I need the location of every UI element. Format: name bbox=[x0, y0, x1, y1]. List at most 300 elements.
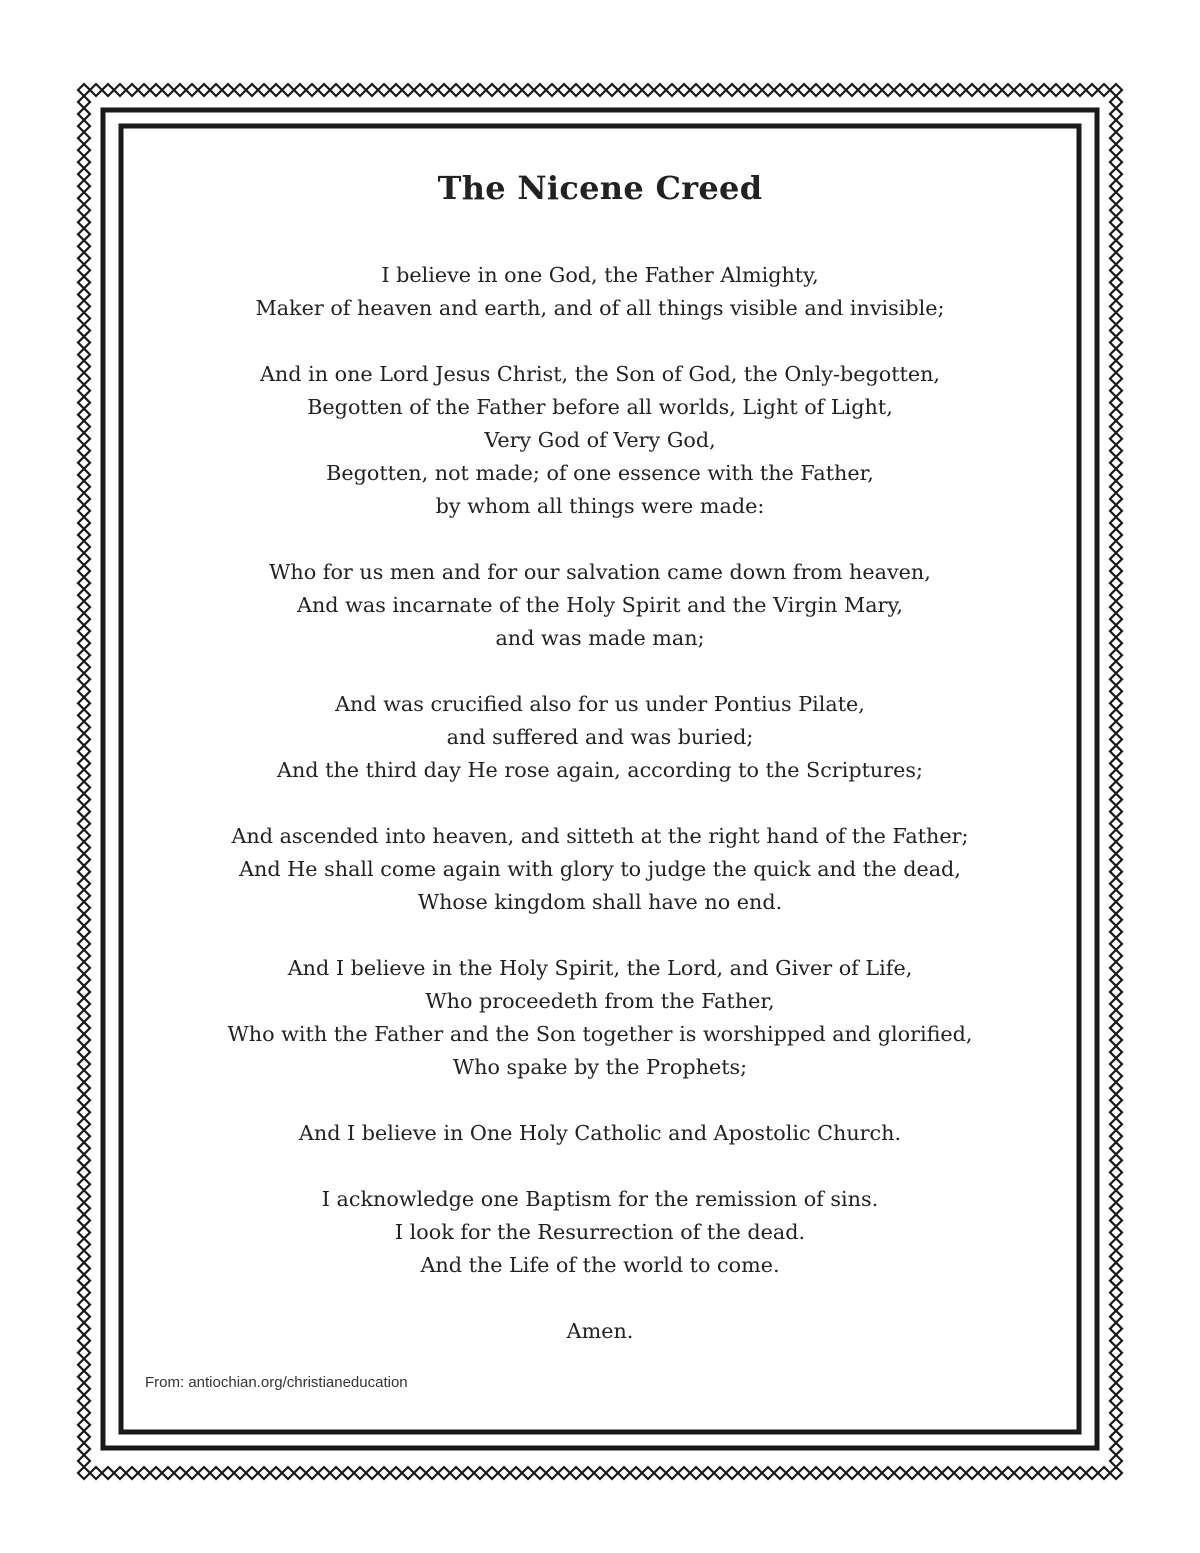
border-diamond bbox=[78, 1251, 90, 1263]
source-credit: From: antiochian.org/christianeducation bbox=[145, 1374, 408, 1391]
border-diamond bbox=[78, 962, 90, 974]
border-diamond bbox=[78, 481, 90, 493]
border-diamond bbox=[1110, 120, 1122, 132]
border-diamond bbox=[1110, 1034, 1122, 1046]
border-diamond bbox=[150, 1467, 162, 1479]
border-diamond bbox=[1110, 625, 1122, 637]
creed-page bbox=[122, 127, 1078, 1431]
border-diamond bbox=[1110, 962, 1122, 974]
border-diamond bbox=[822, 84, 834, 96]
border-diamond bbox=[450, 1467, 462, 1479]
border-diamond bbox=[1110, 300, 1122, 312]
border-diamond bbox=[822, 1467, 834, 1479]
border-diamond bbox=[1110, 204, 1122, 216]
border-diamond bbox=[306, 1467, 318, 1479]
border-diamond bbox=[330, 1467, 342, 1479]
border-diamond bbox=[930, 84, 942, 96]
border-diamond bbox=[1110, 661, 1122, 673]
border-diamond bbox=[78, 312, 90, 324]
border-diamond bbox=[1110, 1118, 1122, 1130]
border-diamond bbox=[798, 1467, 810, 1479]
border-diamond bbox=[1110, 601, 1122, 613]
border-diamond bbox=[546, 1467, 558, 1479]
border-diamond bbox=[594, 84, 606, 96]
border-diamond bbox=[1110, 481, 1122, 493]
border-diamond bbox=[1110, 1455, 1122, 1467]
border-diamond bbox=[678, 1467, 690, 1479]
border-diamond bbox=[78, 493, 90, 505]
border-diamond bbox=[1098, 1467, 1110, 1479]
border-diamond bbox=[366, 84, 378, 96]
border-diamond bbox=[78, 156, 90, 168]
creed-stanza bbox=[122, 358, 1078, 523]
border-diamond bbox=[594, 1467, 606, 1479]
border-diamond bbox=[78, 1443, 90, 1455]
border-diamond bbox=[966, 84, 978, 96]
border-diamond bbox=[954, 84, 966, 96]
border-diamond bbox=[498, 84, 510, 96]
border-diamond bbox=[78, 1347, 90, 1359]
border-diamond bbox=[1110, 264, 1122, 276]
border-diamond bbox=[78, 794, 90, 806]
creed-line: And the third day He rose again, according to the Scriptures; bbox=[277, 758, 923, 782]
border-diamond bbox=[882, 1467, 894, 1479]
border-diamond bbox=[78, 361, 90, 373]
border-diamond bbox=[1110, 926, 1122, 938]
border-diamond bbox=[1110, 1443, 1122, 1455]
border-diamond bbox=[714, 1467, 726, 1479]
border-diamond bbox=[858, 1467, 870, 1479]
border-diamond bbox=[222, 1467, 234, 1479]
border-diamond bbox=[1110, 108, 1122, 120]
border-diamond bbox=[78, 637, 90, 649]
border-diamond bbox=[402, 84, 414, 96]
border-diamond bbox=[1086, 1467, 1098, 1479]
border-diamond bbox=[786, 1467, 798, 1479]
border-diamond bbox=[1110, 180, 1122, 192]
border-diamond bbox=[162, 84, 174, 96]
border-diamond bbox=[78, 685, 90, 697]
border-diamond bbox=[1062, 1467, 1074, 1479]
border-diamond bbox=[762, 84, 774, 96]
border-diamond bbox=[1110, 842, 1122, 854]
border-diamond bbox=[918, 1467, 930, 1479]
border-diamond bbox=[78, 168, 90, 180]
creed-line: And I believe in One Holy Catholic and Apostolic Church. bbox=[298, 1121, 902, 1145]
border-diamond bbox=[1110, 433, 1122, 445]
border-diamond bbox=[78, 1118, 90, 1130]
border-diamond bbox=[510, 1467, 522, 1479]
border-diamond bbox=[522, 1467, 534, 1479]
border-diamond bbox=[1110, 276, 1122, 288]
border-diamond bbox=[630, 84, 642, 96]
border-diamond bbox=[1014, 84, 1026, 96]
border-diamond bbox=[138, 1467, 150, 1479]
border-diamond bbox=[1026, 84, 1038, 96]
creed-line: Who with the Father and the Son together is worshipped and glorified, bbox=[227, 1022, 973, 1046]
border-diamond bbox=[1110, 541, 1122, 553]
border-diamond bbox=[726, 1467, 738, 1479]
border-diamond bbox=[462, 1467, 474, 1479]
border-diamond bbox=[882, 84, 894, 96]
border-diamond bbox=[558, 1467, 570, 1479]
border-diamond bbox=[1110, 902, 1122, 914]
border-diamond bbox=[78, 1263, 90, 1275]
border-diamond bbox=[78, 337, 90, 349]
border-diamond bbox=[654, 1467, 666, 1479]
border-diamond bbox=[1110, 156, 1122, 168]
border-diamond bbox=[78, 216, 90, 228]
border-diamond bbox=[1110, 361, 1122, 373]
border-diamond bbox=[78, 854, 90, 866]
border-diamond bbox=[450, 84, 462, 96]
border-diamond bbox=[558, 84, 570, 96]
border-diamond bbox=[78, 192, 90, 204]
border-diamond bbox=[1110, 1419, 1122, 1431]
border-diamond bbox=[1074, 84, 1086, 96]
creed-line: Amen. bbox=[566, 1319, 634, 1343]
border-diamond bbox=[1110, 1190, 1122, 1202]
border-diamond bbox=[870, 84, 882, 96]
border-diamond bbox=[1110, 252, 1122, 264]
border-diamond bbox=[1110, 1323, 1122, 1335]
border-diamond bbox=[78, 1419, 90, 1431]
border-diamond bbox=[78, 1239, 90, 1251]
border-diamond bbox=[1110, 709, 1122, 721]
border-diamond bbox=[426, 1467, 438, 1479]
border-diamond bbox=[1110, 866, 1122, 878]
border-diamond bbox=[642, 1467, 654, 1479]
border-diamond bbox=[78, 1467, 90, 1479]
border-diamond bbox=[1002, 1467, 1014, 1479]
creed-stanza bbox=[122, 952, 1078, 1084]
border-diamond bbox=[78, 577, 90, 589]
border-diamond bbox=[78, 842, 90, 854]
border-diamond bbox=[1086, 84, 1098, 96]
border-diamond bbox=[78, 1359, 90, 1371]
creed-line: Who proceedeth from the Father, bbox=[425, 989, 775, 1013]
border-diamond bbox=[930, 1467, 942, 1479]
border-diamond bbox=[102, 84, 114, 96]
creed-line: Who spake by the Prophets; bbox=[452, 1055, 748, 1079]
border-diamond bbox=[1110, 794, 1122, 806]
border-diamond bbox=[174, 84, 186, 96]
border-diamond bbox=[918, 84, 930, 96]
border-diamond bbox=[234, 1467, 246, 1479]
border-diamond bbox=[78, 1130, 90, 1142]
border-diamond bbox=[1110, 96, 1122, 108]
border-diamond bbox=[1110, 986, 1122, 998]
creed-line: Whose kingdom shall have no end. bbox=[417, 890, 783, 914]
border-diamond bbox=[1110, 1154, 1122, 1166]
border-diamond bbox=[78, 445, 90, 457]
border-diamond bbox=[90, 84, 102, 96]
border-diamond bbox=[258, 84, 270, 96]
border-diamond bbox=[1110, 1166, 1122, 1178]
border-diamond bbox=[78, 733, 90, 745]
border-diamond bbox=[78, 673, 90, 685]
border-diamond bbox=[1110, 1082, 1122, 1094]
border-diamond bbox=[1110, 1275, 1122, 1287]
border-diamond bbox=[702, 1467, 714, 1479]
border-diamond bbox=[234, 84, 246, 96]
border-diamond bbox=[138, 84, 150, 96]
border-diamond bbox=[78, 132, 90, 144]
creed-text bbox=[122, 259, 1078, 1381]
border-diamond bbox=[78, 745, 90, 757]
border-diamond bbox=[1110, 878, 1122, 890]
creed-stanza bbox=[122, 688, 1078, 787]
border-diamond bbox=[1110, 1106, 1122, 1118]
border-diamond bbox=[270, 1467, 282, 1479]
border-diamond bbox=[78, 661, 90, 673]
creed-line: And I believe in the Holy Spirit, the Lord, and Giver of Life, bbox=[287, 956, 913, 980]
border-diamond bbox=[438, 84, 450, 96]
border-diamond bbox=[1110, 493, 1122, 505]
border-diamond bbox=[78, 228, 90, 240]
creed-line: Begotten of the Father before all worlds, Light of Light, bbox=[307, 395, 893, 419]
border-diamond bbox=[114, 1467, 126, 1479]
border-diamond bbox=[78, 108, 90, 120]
border-diamond bbox=[522, 84, 534, 96]
border-diamond bbox=[666, 1467, 678, 1479]
border-diamond bbox=[78, 1299, 90, 1311]
border-diamond bbox=[78, 96, 90, 108]
border-diamond bbox=[78, 938, 90, 950]
border-diamond bbox=[1014, 1467, 1026, 1479]
border-diamond bbox=[978, 1467, 990, 1479]
border-diamond bbox=[1026, 1467, 1038, 1479]
border-diamond bbox=[78, 1383, 90, 1395]
border-diamond bbox=[78, 553, 90, 565]
border-diamond bbox=[774, 1467, 786, 1479]
border-diamond bbox=[1110, 673, 1122, 685]
border-diamond bbox=[1110, 806, 1122, 818]
border-diamond bbox=[330, 84, 342, 96]
border-diamond bbox=[162, 1467, 174, 1479]
border-diamond bbox=[78, 84, 90, 96]
border-diamond bbox=[678, 84, 690, 96]
border-diamond bbox=[690, 1467, 702, 1479]
border-diamond bbox=[1110, 854, 1122, 866]
border-diamond bbox=[1110, 228, 1122, 240]
border-diamond bbox=[186, 84, 198, 96]
border-diamond bbox=[78, 409, 90, 421]
border-diamond bbox=[78, 1431, 90, 1443]
border-diamond bbox=[582, 1467, 594, 1479]
border-diamond bbox=[510, 84, 522, 96]
creed-line: Very God of Very God, bbox=[484, 428, 716, 452]
border-diamond bbox=[606, 1467, 618, 1479]
border-diamond bbox=[78, 397, 90, 409]
creed-line: Who for us men and for our salvation came down from heaven, bbox=[269, 560, 931, 584]
border-diamond bbox=[1110, 553, 1122, 565]
creed-line: And ascended into heaven, and sitteth at the right hand of the Father; bbox=[231, 824, 969, 848]
border-diamond bbox=[282, 84, 294, 96]
border-diamond bbox=[78, 325, 90, 337]
border-diamond bbox=[1002, 84, 1014, 96]
border-diamond bbox=[1110, 782, 1122, 794]
border-diamond bbox=[474, 1467, 486, 1479]
border-diamond bbox=[1110, 1311, 1122, 1323]
border-diamond bbox=[78, 529, 90, 541]
border-diamond bbox=[486, 84, 498, 96]
border-diamond bbox=[78, 565, 90, 577]
border-diamond bbox=[102, 1467, 114, 1479]
border-diamond bbox=[630, 1467, 642, 1479]
border-diamond bbox=[78, 1335, 90, 1347]
border-diamond bbox=[1110, 1299, 1122, 1311]
border-diamond bbox=[78, 1311, 90, 1323]
border-diamond bbox=[1110, 1407, 1122, 1419]
border-diamond bbox=[126, 1467, 138, 1479]
border-diamond bbox=[78, 757, 90, 769]
border-diamond bbox=[78, 998, 90, 1010]
border-diamond bbox=[582, 84, 594, 96]
border-diamond bbox=[1110, 445, 1122, 457]
border-diamond bbox=[402, 1467, 414, 1479]
border-diamond bbox=[1110, 409, 1122, 421]
border-diamond bbox=[1038, 84, 1050, 96]
border-diamond bbox=[78, 697, 90, 709]
border-diamond bbox=[1110, 1046, 1122, 1058]
border-diamond bbox=[78, 914, 90, 926]
border-diamond bbox=[198, 84, 210, 96]
border-diamond bbox=[114, 84, 126, 96]
border-diamond bbox=[78, 721, 90, 733]
border-diamond bbox=[78, 421, 90, 433]
border-diamond bbox=[342, 84, 354, 96]
creed-line: I look for the Resurrection of the dead. bbox=[394, 1220, 806, 1244]
border-diamond bbox=[78, 1094, 90, 1106]
border-diamond bbox=[1110, 469, 1122, 481]
creed-line: I acknowledge one Baptism for the remission of sins. bbox=[321, 1187, 879, 1211]
border-diamond bbox=[78, 1070, 90, 1082]
creed-stanza bbox=[122, 556, 1078, 655]
border-diamond bbox=[258, 1467, 270, 1479]
border-diamond bbox=[438, 1467, 450, 1479]
border-diamond bbox=[942, 84, 954, 96]
border-diamond bbox=[78, 385, 90, 397]
border-diamond bbox=[570, 84, 582, 96]
border-diamond bbox=[1110, 733, 1122, 745]
border-diamond bbox=[1110, 312, 1122, 324]
border-diamond bbox=[474, 84, 486, 96]
border-diamond bbox=[1110, 649, 1122, 661]
border-diamond bbox=[834, 1467, 846, 1479]
border-diamond bbox=[78, 1058, 90, 1070]
border-diamond bbox=[1110, 337, 1122, 349]
border-diamond bbox=[426, 84, 438, 96]
border-diamond bbox=[414, 1467, 426, 1479]
creed-line: And was incarnate of the Holy Spirit and the Virgin Mary, bbox=[297, 593, 903, 617]
border-diamond bbox=[1110, 769, 1122, 781]
border-diamond bbox=[78, 276, 90, 288]
border-diamond bbox=[294, 1467, 306, 1479]
border-diamond bbox=[78, 709, 90, 721]
border-diamond bbox=[1110, 890, 1122, 902]
creed-line: Maker of heaven and earth, and of all things visible and invisible; bbox=[255, 296, 945, 320]
border-diamond bbox=[1110, 1287, 1122, 1299]
border-diamond bbox=[858, 84, 870, 96]
border-diamond bbox=[354, 84, 366, 96]
border-diamond bbox=[666, 84, 678, 96]
border-diamond bbox=[78, 613, 90, 625]
border-diamond bbox=[1110, 397, 1122, 409]
border-diamond bbox=[1074, 1467, 1086, 1479]
creed-stanza bbox=[122, 820, 1078, 919]
border-diamond bbox=[1110, 1070, 1122, 1082]
border-diamond bbox=[1110, 373, 1122, 385]
border-diamond bbox=[78, 264, 90, 276]
border-diamond bbox=[78, 806, 90, 818]
border-diamond bbox=[78, 1226, 90, 1238]
border-diamond bbox=[1110, 84, 1122, 96]
border-diamond bbox=[78, 986, 90, 998]
border-diamond bbox=[78, 601, 90, 613]
border-diamond bbox=[1110, 216, 1122, 228]
border-diamond bbox=[1110, 565, 1122, 577]
border-diamond bbox=[78, 1275, 90, 1287]
border-diamond bbox=[78, 625, 90, 637]
border-diamond bbox=[1038, 1467, 1050, 1479]
border-diamond bbox=[1110, 385, 1122, 397]
border-diamond bbox=[78, 288, 90, 300]
border-diamond bbox=[1110, 349, 1122, 361]
border-diamond bbox=[1110, 421, 1122, 433]
border-diamond bbox=[78, 457, 90, 469]
border-diamond bbox=[78, 1082, 90, 1094]
border-diamond bbox=[78, 1323, 90, 1335]
border-diamond bbox=[810, 1467, 822, 1479]
creed-stanza bbox=[122, 259, 1078, 325]
border-diamond bbox=[318, 1467, 330, 1479]
creed-line: And the Life of the world to come. bbox=[420, 1253, 780, 1277]
border-diamond bbox=[846, 84, 858, 96]
border-diamond bbox=[78, 373, 90, 385]
border-diamond bbox=[990, 84, 1002, 96]
border-diamond bbox=[786, 84, 798, 96]
border-diamond bbox=[1110, 132, 1122, 144]
border-diamond bbox=[270, 84, 282, 96]
border-diamond bbox=[1050, 84, 1062, 96]
border-diamond bbox=[78, 1455, 90, 1467]
border-diamond bbox=[294, 84, 306, 96]
border-diamond bbox=[798, 84, 810, 96]
border-diamond bbox=[78, 974, 90, 986]
border-diamond bbox=[1110, 1467, 1122, 1479]
border-diamond bbox=[210, 1467, 222, 1479]
border-diamond bbox=[306, 84, 318, 96]
border-diamond bbox=[750, 84, 762, 96]
border-diamond bbox=[1110, 457, 1122, 469]
border-diamond bbox=[78, 433, 90, 445]
border-diamond bbox=[78, 769, 90, 781]
border-diamond bbox=[1110, 1263, 1122, 1275]
border-diamond bbox=[246, 84, 258, 96]
creed-line: And He shall come again with glory to judge the quick and the dead, bbox=[239, 857, 961, 881]
border-diamond bbox=[1110, 950, 1122, 962]
border-diamond bbox=[78, 649, 90, 661]
border-diamond bbox=[486, 1467, 498, 1479]
border-diamond bbox=[1110, 1094, 1122, 1106]
border-diamond bbox=[390, 1467, 402, 1479]
border-diamond bbox=[1110, 830, 1122, 842]
border-diamond bbox=[78, 1178, 90, 1190]
border-diamond bbox=[210, 84, 222, 96]
border-diamond bbox=[78, 902, 90, 914]
border-diamond bbox=[78, 890, 90, 902]
